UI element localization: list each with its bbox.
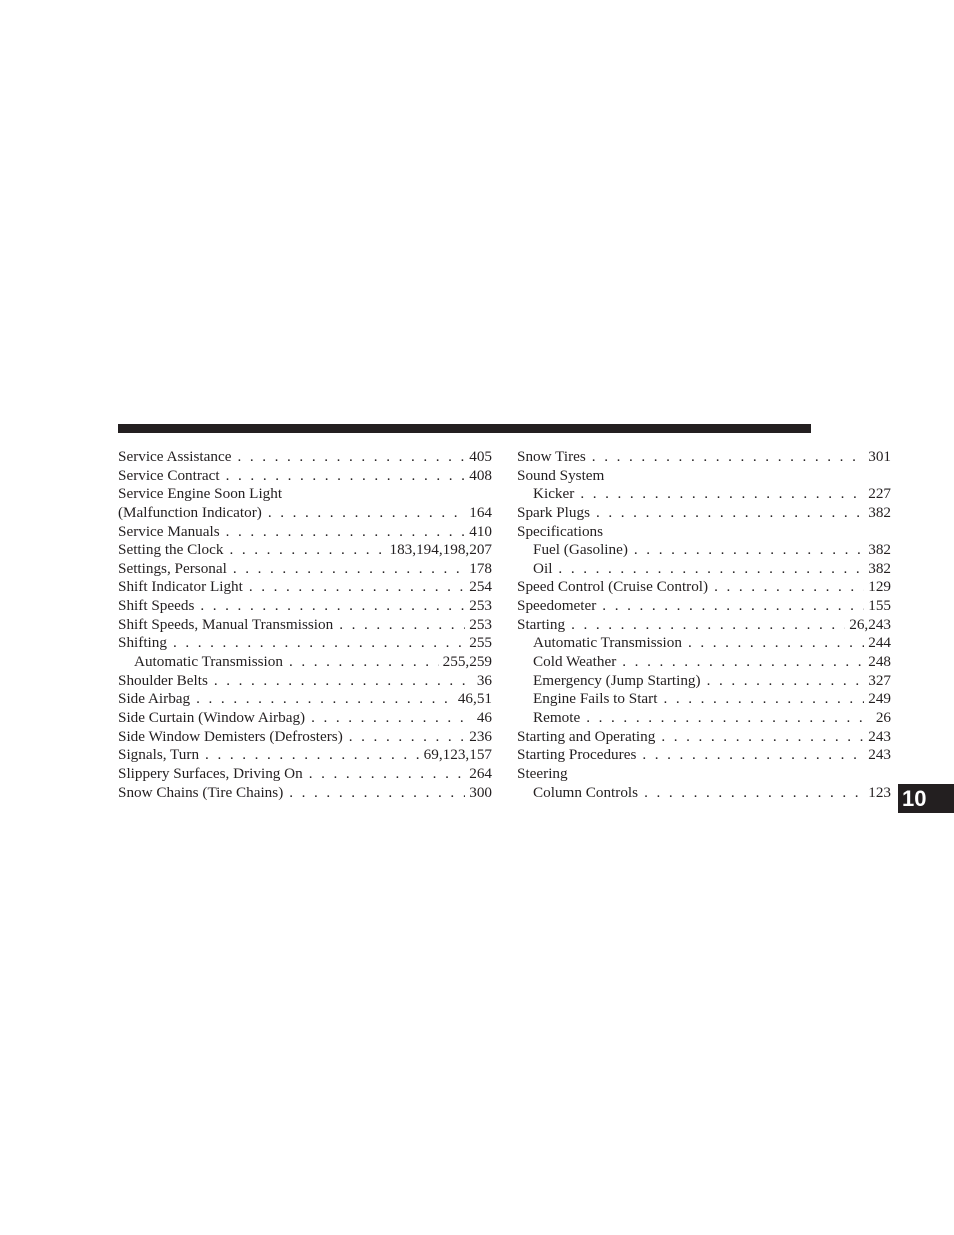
entry-page: 243 <box>868 746 891 764</box>
entry-page: 382 <box>868 559 891 577</box>
entry-term: Sound System <box>517 466 605 484</box>
dot-leader <box>339 616 465 635</box>
dot-leader <box>634 541 864 560</box>
index-entry <box>118 448 492 467</box>
index-entry <box>118 523 492 542</box>
index-entry <box>517 690 891 709</box>
entry-page: 243 <box>868 727 891 745</box>
entry-term: Automatic Transmission <box>134 653 283 671</box>
entry-page: 227 <box>868 485 891 503</box>
index-entry <box>118 784 492 803</box>
entry-term: Starting and Operating <box>517 727 656 745</box>
index-entry <box>517 653 891 672</box>
index-column-right <box>517 448 891 802</box>
entry-term: Starting Procedures <box>517 746 637 764</box>
entry-term: Shift Indicator Light <box>118 578 243 596</box>
entry-term: Automatic Transmission <box>533 634 682 652</box>
entry-term: Engine Fails to Start <box>533 690 658 708</box>
dot-leader <box>688 634 864 653</box>
index-entry <box>517 485 891 504</box>
index-entry <box>517 765 891 784</box>
index-entry <box>118 504 492 523</box>
entry-page: 248 <box>868 653 891 671</box>
index-entry <box>517 709 891 728</box>
entry-term: Starting <box>517 615 566 633</box>
index-entry <box>517 541 891 560</box>
entry-term: Fuel (Gasoline) <box>533 541 628 559</box>
dot-leader <box>349 728 465 747</box>
dot-leader <box>214 672 473 691</box>
dot-leader <box>205 746 420 765</box>
index-entry <box>118 560 492 579</box>
dot-leader <box>586 709 872 728</box>
entry-term: Shift Speeds <box>118 597 195 615</box>
entry-page: 405 <box>469 448 492 465</box>
index-entry <box>118 709 492 728</box>
index-entry <box>118 597 492 616</box>
entry-term: Snow Chains (Tire Chains) <box>118 783 284 801</box>
entry-term: Side Curtain (Window Airbag) <box>118 708 306 726</box>
index-entry <box>517 560 891 579</box>
index-entry <box>118 690 492 709</box>
entry-term: Side Airbag <box>118 690 191 708</box>
entry-page: 410 <box>469 522 492 540</box>
entry-term: Signals, Turn <box>118 746 200 764</box>
entry-term: Oil <box>533 559 553 577</box>
entry-term: Shift Speeds, Manual Transmission <box>118 615 334 633</box>
index-entry <box>517 578 891 597</box>
entry-term: Service Contract <box>118 466 220 484</box>
entry-term: Column Controls <box>533 783 639 801</box>
entry-page: 382 <box>868 541 891 559</box>
entry-page: 36 <box>476 671 492 689</box>
entry-page: 129 <box>868 578 891 596</box>
entry-page: 264 <box>469 764 492 782</box>
dot-leader <box>642 746 864 765</box>
entry-term: Service Manuals <box>118 522 220 540</box>
index-entry <box>517 728 891 747</box>
dot-leader <box>592 448 864 467</box>
entry-page: 69,123,157 <box>423 746 492 764</box>
entry-term: Side Window Demisters (Defrosters) <box>118 727 343 745</box>
dot-leader <box>707 672 865 691</box>
dot-leader <box>596 504 864 523</box>
entry-term: Specifications <box>517 522 604 540</box>
index-entry <box>517 597 891 616</box>
index-entry <box>118 653 492 672</box>
index-entry <box>118 485 492 504</box>
dot-leader <box>309 765 465 784</box>
entry-term: Spark Plugs <box>517 503 590 521</box>
dot-leader <box>173 634 465 653</box>
entry-page: 300 <box>469 783 492 801</box>
index-entry <box>517 784 891 803</box>
index-entry <box>118 746 492 765</box>
dot-leader <box>226 523 466 542</box>
entry-page: 46 <box>476 708 492 726</box>
index-entry <box>517 672 891 691</box>
entry-term: Shifting <box>118 634 167 652</box>
index-entry <box>118 578 492 597</box>
dot-leader <box>714 578 864 597</box>
entry-page: 327 <box>868 671 891 689</box>
entry-page: 249 <box>868 690 891 708</box>
entry-page: 382 <box>868 503 891 521</box>
dot-leader <box>196 690 454 709</box>
entry-page: 244 <box>868 634 891 652</box>
index-entry <box>118 541 492 560</box>
dot-leader <box>226 467 466 486</box>
index-entry <box>517 746 891 765</box>
dot-leader <box>268 504 465 523</box>
entry-term: Service Engine Soon Light <box>118 485 283 503</box>
index-entry <box>517 504 891 523</box>
entry-term: Service Assistance <box>118 448 232 465</box>
entry-term: Settings, Personal <box>118 559 227 577</box>
entry-page: 155 <box>868 597 891 615</box>
dot-leader <box>229 541 385 560</box>
dot-leader <box>200 597 465 616</box>
index-entry <box>118 765 492 784</box>
entry-page: 253 <box>469 597 492 615</box>
entry-term: Kicker <box>533 485 575 503</box>
entry-term: Steering <box>517 764 568 782</box>
entry-page: 253 <box>469 615 492 633</box>
entry-page: 408 <box>469 466 492 484</box>
dot-leader <box>622 653 864 672</box>
entry-page: 255,259 <box>442 653 492 671</box>
index-entry <box>517 467 891 486</box>
dot-leader <box>233 560 465 579</box>
dot-leader <box>558 560 864 579</box>
index-entry <box>517 634 891 653</box>
entry-term: Snow Tires <box>517 448 586 465</box>
entry-page: 183,194,198,207 <box>389 541 492 559</box>
index-column-left <box>118 448 492 802</box>
entry-page: 178 <box>469 559 492 577</box>
entry-term: Slippery Surfaces, Driving On <box>118 764 303 782</box>
entry-page: 254 <box>469 578 492 596</box>
dot-leader <box>663 690 864 709</box>
entry-term: Remote <box>533 708 581 726</box>
index-entry <box>517 616 891 635</box>
index-entry <box>118 634 492 653</box>
entry-term: Shoulder Belts <box>118 671 208 689</box>
header-rule <box>118 424 811 433</box>
entry-term: Emergency (Jump Starting) <box>533 671 701 689</box>
index-entry <box>517 448 891 467</box>
index-entry <box>118 616 492 635</box>
dot-leader <box>602 597 864 616</box>
dot-leader <box>661 728 864 747</box>
entry-term: Cold Weather <box>533 653 617 671</box>
entry-page: 301 <box>868 448 891 465</box>
entry-page: 46,51 <box>457 690 492 708</box>
index-entry <box>517 523 891 542</box>
dot-leader <box>249 578 465 597</box>
section-tab: 10 <box>898 784 954 813</box>
entry-page: 26 <box>875 708 891 726</box>
entry-page: 123 <box>868 783 891 801</box>
entry-page: 26,243 <box>849 615 891 633</box>
dot-leader <box>237 448 465 467</box>
dot-leader <box>571 616 845 635</box>
entry-term: Setting the Clock <box>118 541 224 559</box>
entry-page: 164 <box>469 503 492 521</box>
entry-page: 255 <box>469 634 492 652</box>
entry-term: Speedometer <box>517 597 597 615</box>
entry-page: 236 <box>469 727 492 745</box>
dot-leader <box>580 485 864 504</box>
entry-term: (Malfunction Indicator) <box>118 503 262 521</box>
entry-term: Speed Control (Cruise Control) <box>517 578 709 596</box>
dot-leader <box>311 709 473 728</box>
index-entry <box>118 728 492 747</box>
dot-leader <box>289 784 465 803</box>
dot-leader <box>289 653 439 672</box>
dot-leader <box>644 784 864 803</box>
index-entry <box>118 467 492 486</box>
index-entry <box>118 672 492 691</box>
